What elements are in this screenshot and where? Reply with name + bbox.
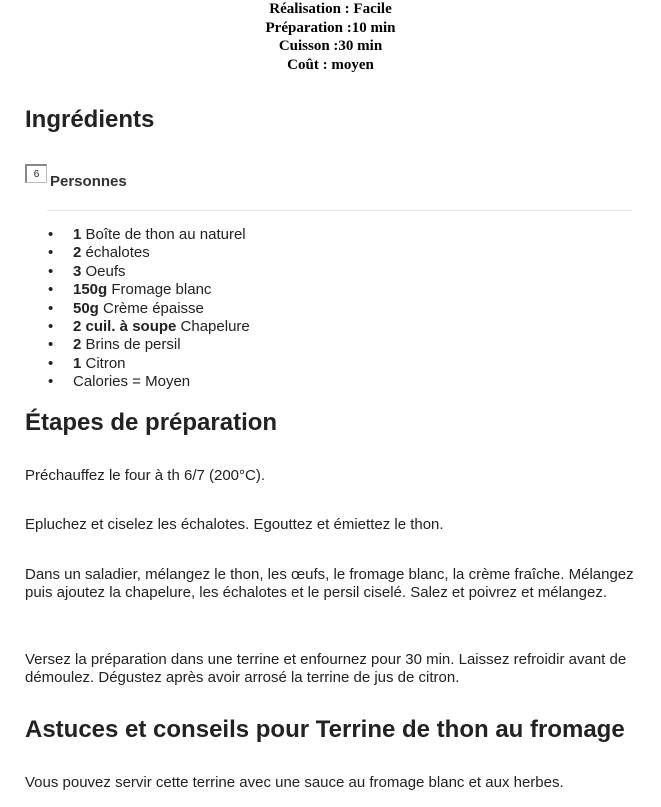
meta-cout: Coût : moyen <box>287 56 374 73</box>
ingredient-item <box>73 300 250 318</box>
ingredient-name: Crème épaisse <box>98 299 204 317</box>
meta-cuisson: Cuisson :30 min <box>278 38 383 54</box>
ingredient-name: Calories = Moyen <box>73 373 191 391</box>
ingredient-item <box>73 318 250 336</box>
step-text: Versez la préparation dans une terrine et enfournez pour 30 min. Laissez refroidir avant de démoulez. Dégustez après avoir arrosé la terrine de jus de citron. <box>25 651 627 687</box>
ingredient-item <box>73 281 250 299</box>
ingredient-qty: 3 <box>73 262 82 280</box>
ingredient-qty: 50g <box>73 299 99 317</box>
ingredient-qty: 2 cuil. à soupe <box>73 318 177 336</box>
ingredients-list <box>25 226 250 392</box>
ingredient-qty: 2 <box>73 336 82 354</box>
ingredient-name: échalotes <box>81 244 150 262</box>
recipe-meta <box>0 0 661 74</box>
ingredient-item <box>73 355 250 373</box>
ingredient-name: Boîte de thon au naturel <box>81 226 246 243</box>
ingredient-name: Brins de persil <box>81 336 181 354</box>
ingredient-qty: 1 <box>73 354 82 372</box>
ingredient-qty: 2 <box>73 244 82 262</box>
tip-text: Vous pouvez servir cette terrine avec une sauce au fromage blanc et aux herbes. <box>25 774 564 791</box>
ingredient-item <box>73 226 250 244</box>
ingredient-item <box>73 244 250 262</box>
ingredient-qty: 150g <box>73 281 108 299</box>
ingredient-name: Oeufs <box>81 262 126 280</box>
persons-selector[interactable] <box>25 164 127 190</box>
ingredient-item <box>73 373 250 391</box>
ingredients-heading: Ingrédients <box>25 106 155 133</box>
ingredient-item <box>73 263 250 281</box>
divider <box>47 210 632 211</box>
ingredient-name: Citron <box>81 354 126 372</box>
meta-realisation: Réalisation : Facile <box>269 1 392 17</box>
step-text: Epluchez et ciselez les échalotes. Egouttez et émiettez le thon. <box>25 516 444 533</box>
ingredient-name: Fromage blanc <box>107 281 212 299</box>
step-text: Dans un saladier, mélangez le thon, les œufs, le fromage blanc, la crème fraîche. Mélangez puis ajoutez la chapelure, les échalotes et le persil ciselé. Salez et poivrez et mélangez. <box>25 566 634 602</box>
ingredient-name: Chapelure <box>176 318 250 336</box>
persons-count-input[interactable]: 6 <box>25 164 47 183</box>
steps-heading: Étapes de préparation <box>25 409 278 436</box>
step-text: Préchauffez le four à th 6/7 (200°C). <box>25 467 266 484</box>
ingredient-qty: 1 <box>73 226 82 243</box>
persons-label: Personnes <box>50 173 127 190</box>
meta-preparation: Préparation :10 min <box>265 19 396 36</box>
tips-heading: Astuces et conseils pour Terrine de thon au fromage <box>25 716 625 743</box>
ingredient-item <box>73 336 250 354</box>
